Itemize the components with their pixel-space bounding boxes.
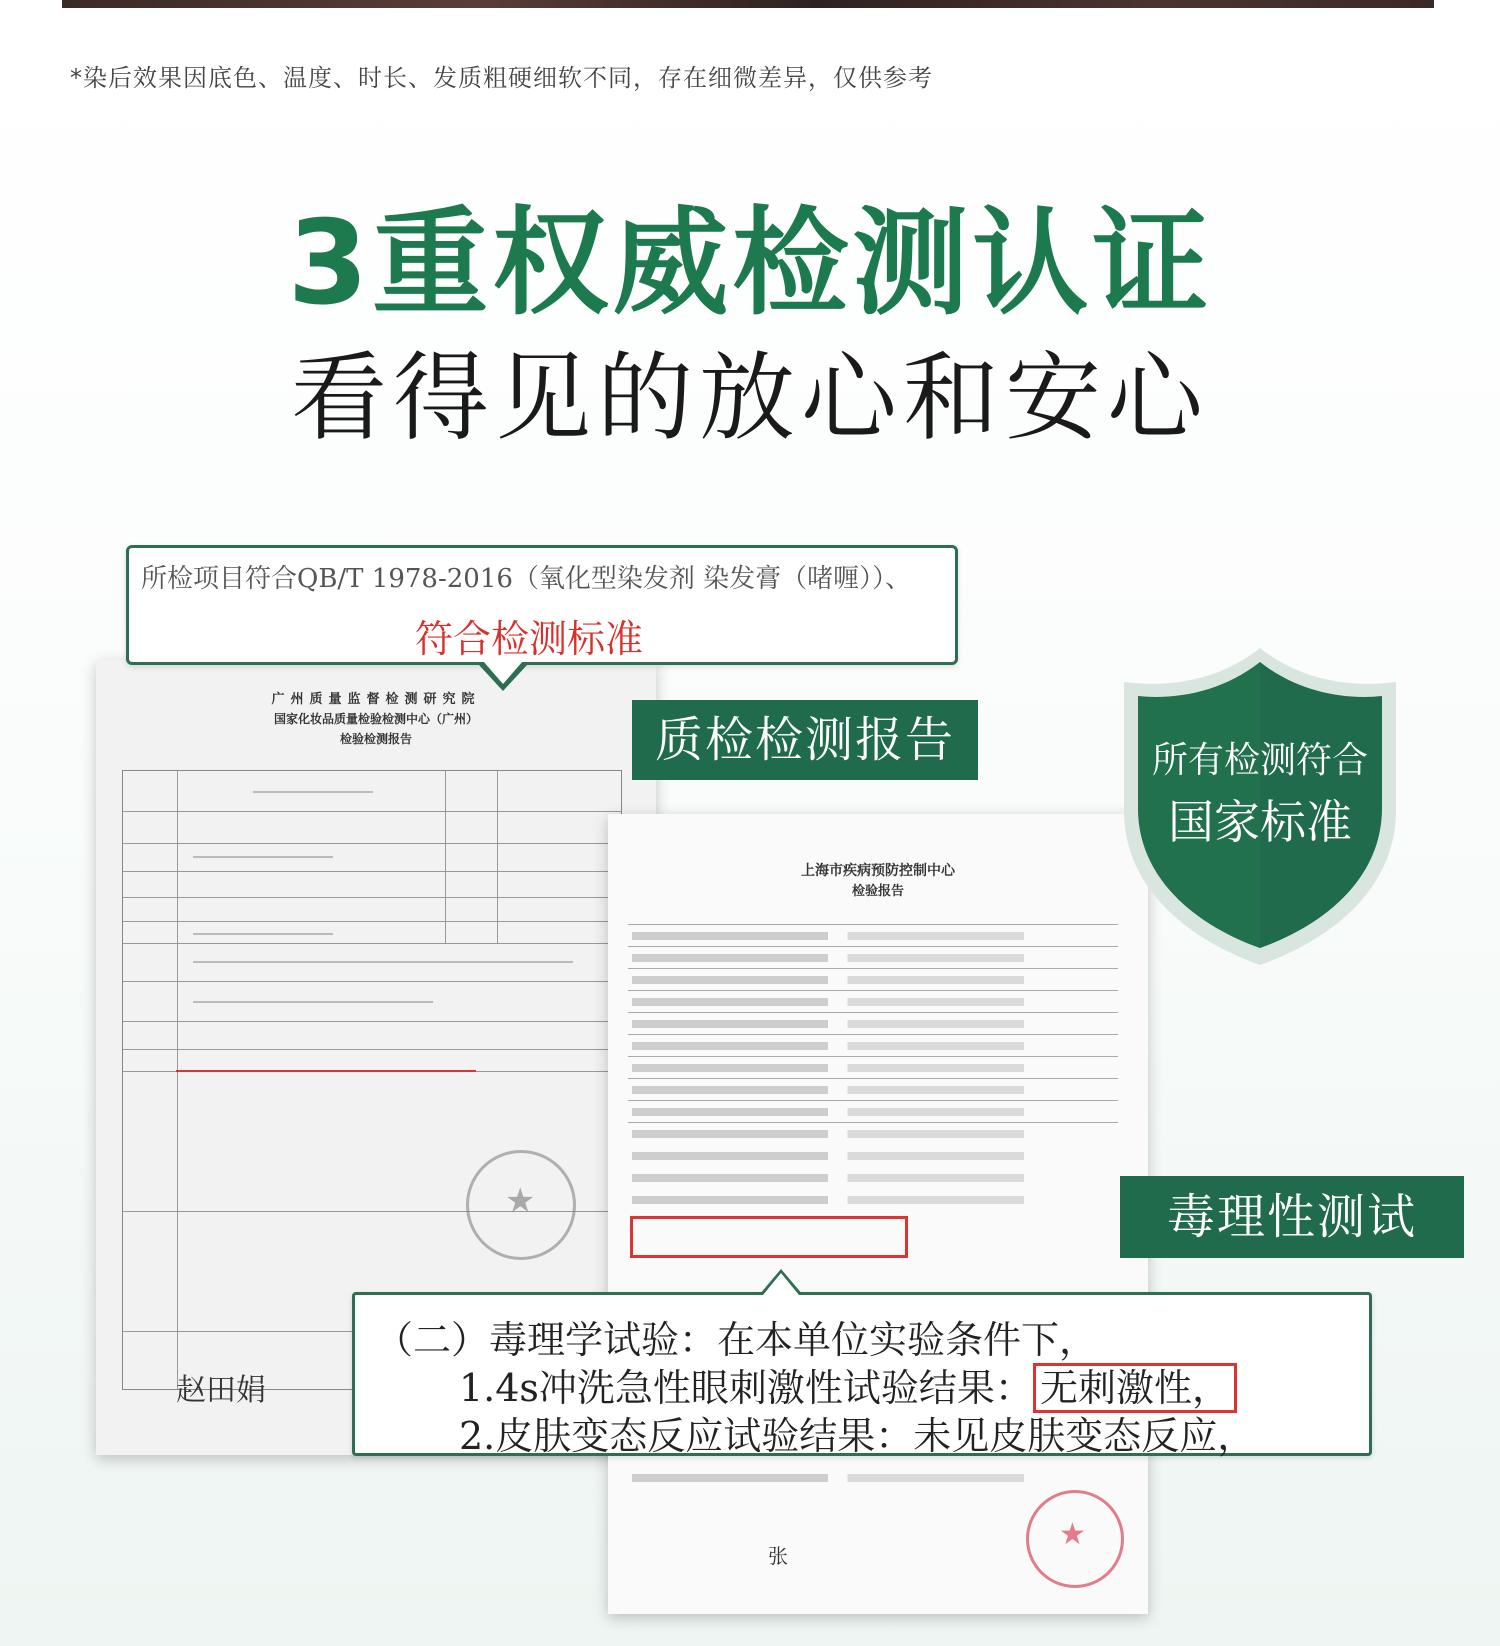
toxicity-line3: 2.皮肤变态反应试验结果：未见皮肤变态反应， [459,1414,1256,1458]
top-product-strip [62,0,1434,8]
standard-text: 所检项目符合QB/T 1978-2016（氧化型染发剂 染发膏（啫喱））、 [141,564,912,594]
standard-callout [126,545,958,665]
quality-report-label: 质检检测报告 [632,700,978,780]
red-seal-icon [1026,1490,1124,1588]
toxicity-line2-text: 1.4s冲洗急性眼刺激性试验结果： [459,1366,1033,1410]
callout-pointer-bottom [759,1269,803,1295]
doc-left-title1: 广州质量监督检测研究院 [271,692,481,707]
doc-left-title2: 国家化妆品质量检验检测中心（广州） [273,712,478,726]
callout-pointer [479,665,527,691]
signature: 赵田娟 [176,1373,266,1408]
doc-right-title2: 检验报告 [851,884,904,899]
toxicity-line1: （二）毒理学试验：在本单位实验条件下， [375,1318,1098,1362]
shield-line1: 所有检测符合 [1151,740,1368,781]
toxicity-report-document [608,814,1148,1614]
toxicity-test-label: 毒理性测试 [1120,1176,1464,1258]
subheadline: 看得见的放心和安心 [291,342,1209,454]
toxicity-line2 [459,1357,1237,1412]
toxicity-callout [352,1292,1372,1456]
underline-highlight [176,1070,476,1072]
no-irritation-highlight: 无刺激性， [1033,1363,1237,1413]
signature-right: 张 [768,1544,788,1568]
disclaimer-text: *染后效果因底色、温度、时长、发质粗硬细软不同，存在细微差异，仅供参考 [70,64,933,92]
shield-line2: 国家标准 [1168,795,1352,849]
doc-right-title1: 上海市疾病预防控制中心 [801,863,955,879]
doc-left-title3: 检验检测报告 [339,732,412,746]
toxicity-highlight-box [630,1216,908,1258]
national-standard-shield-icon [1110,640,1410,970]
standard-conclusion: 符合检测标准 [415,617,644,661]
headline: 3重权威检测认证 [287,196,1213,331]
official-seal-icon [466,1150,576,1260]
